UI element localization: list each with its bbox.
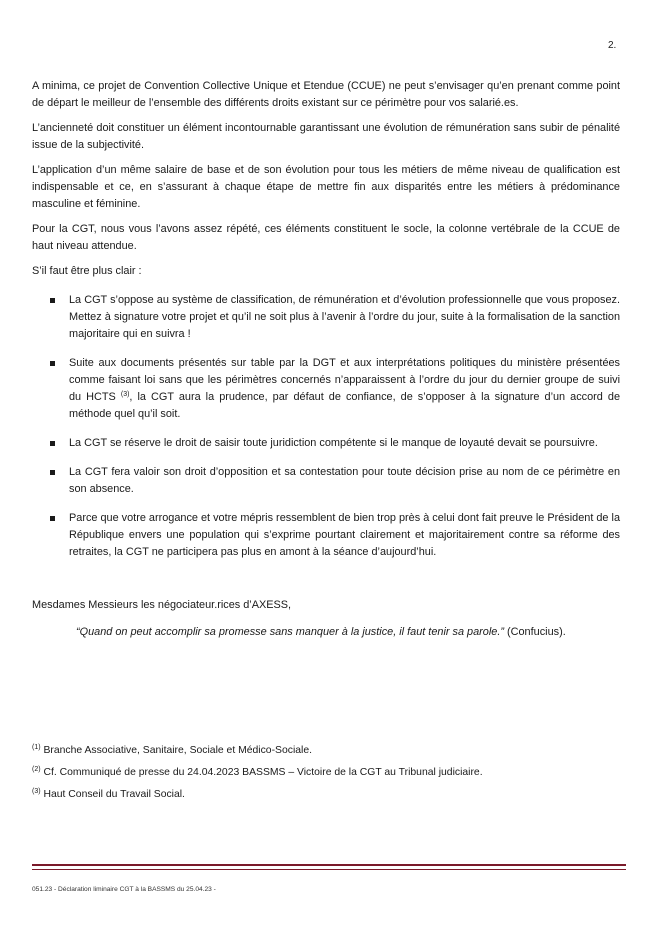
footnote-mark: (3): [32, 788, 41, 795]
list-item-text: La CGT s’oppose au système de classification, de rémunération et d’évolution professionnelle que vous proposez. Mettez à signature votre projet et qu’il ne soit plus à l’avenir à l’ordre du jour, suite à la formalisation de la sanction majoritaire qui en suivra !: [69, 294, 620, 340]
quote: [76, 626, 636, 638]
paragraph: Pour la CGT, nous vous l’avons assez répété, ces éléments constituent le socle, la colonne vertébrale de la CCUE de haut niveau attendue.: [32, 223, 620, 252]
square-bullet-icon: [50, 470, 55, 475]
footer-divider: [32, 869, 626, 870]
list-item: [32, 355, 620, 423]
paragraph: L’application d’un même salaire de base et de son évolution pour tous les métiers de même niveau de qualification est indispensable et ce, en s’assurant à chaque étape de mettre fin aux disparités entre les métiers à prédominance masculine et féminine.: [32, 164, 620, 210]
list-item-text: La CGT fera valoir son droit d’opposition et sa contestation pour toute décision prise au nom de ce périmètre en son absence.: [69, 466, 620, 495]
list-item-text: La CGT se réserve le droit de saisir toute juridiction compétente si le manque de loyauté devait se poursuivre.: [69, 437, 598, 449]
page-number: 2.: [608, 40, 617, 51]
page-footer: 051.23 - Déclaration liminaire CGT à la BASSMS du 25.04.23 -: [32, 886, 216, 893]
list-item: [32, 292, 620, 343]
list-item-text: Suite aux documents présentés sur table par la DGT et aux interprétations politiques du ministère présentées comme faisant loi sans que les périmètres concernés n’apparaissent à l’ordre du jour du dernier groupe de suivi du HCTS: [69, 357, 620, 403]
footnote-mark: (1): [32, 744, 41, 751]
quote-attribution: (Confucius).: [503, 626, 566, 638]
paragraph: A minima, ce projet de Convention Collective Unique et Etendue (CCUE) ne peut s’envisager qu’en prenant comme point de départ le meilleur de l’ensemble des différents droits existant sur ce périmètre pour vos salarié.es.: [32, 80, 620, 109]
document-body: [32, 78, 620, 573]
list-item-text: Parce que votre arrogance et votre mépris ressemblent de bien trop près à celui dont fait preuve le Président de la République envers une population qui s’exprime pourtant clairement et majoritairement contre sa réforme des retraites, la CGT ne participera pas plus en amont à la séance d’aujourd’hui.: [69, 512, 620, 558]
footnote-text: Branche Associative, Sanitaire, Sociale et Médico-Sociale.: [40, 745, 313, 756]
bullet-list: [32, 292, 620, 561]
square-bullet-icon: [50, 361, 55, 366]
list-item-text: , la CGT aura la prudence, par défaut de confiance, de s’opposer à la signature d’un accord de méthode quel qu’il soit.: [69, 391, 621, 420]
list-item: [32, 464, 620, 498]
footnote-mark: (2): [32, 766, 41, 773]
footnote: [32, 767, 483, 778]
square-bullet-icon: [50, 441, 55, 446]
footnote-reference: (3): [120, 391, 130, 398]
salutation: Mesdames Messieurs les négociateur.rices d’AXESS,: [32, 599, 292, 611]
quote-text: “Quand on peut accomplir sa promesse sans manquer à la justice, il faut tenir sa parole.”: [76, 626, 504, 638]
footnote: [32, 745, 483, 756]
footnote-text: Haut Conseil du Travail Social.: [40, 789, 185, 800]
footnote-text: Cf. Communiqué de presse du 24.04.2023 BASSMS – Victoire de la CGT au Tribunal judiciaire.: [40, 767, 483, 778]
square-bullet-icon: [50, 298, 55, 303]
footer-divider: [32, 864, 626, 866]
footnote: [32, 789, 483, 800]
list-item: [32, 435, 620, 452]
footnotes: [32, 745, 483, 811]
paragraph: L’ancienneté doit constituer un élément incontournable garantissant une évolution de rémunération sans subir de pénalité issue de la subjectivité.: [32, 122, 620, 151]
square-bullet-icon: [50, 516, 55, 521]
list-item: [32, 510, 620, 561]
paragraph: S’il faut être plus clair :: [32, 265, 142, 277]
